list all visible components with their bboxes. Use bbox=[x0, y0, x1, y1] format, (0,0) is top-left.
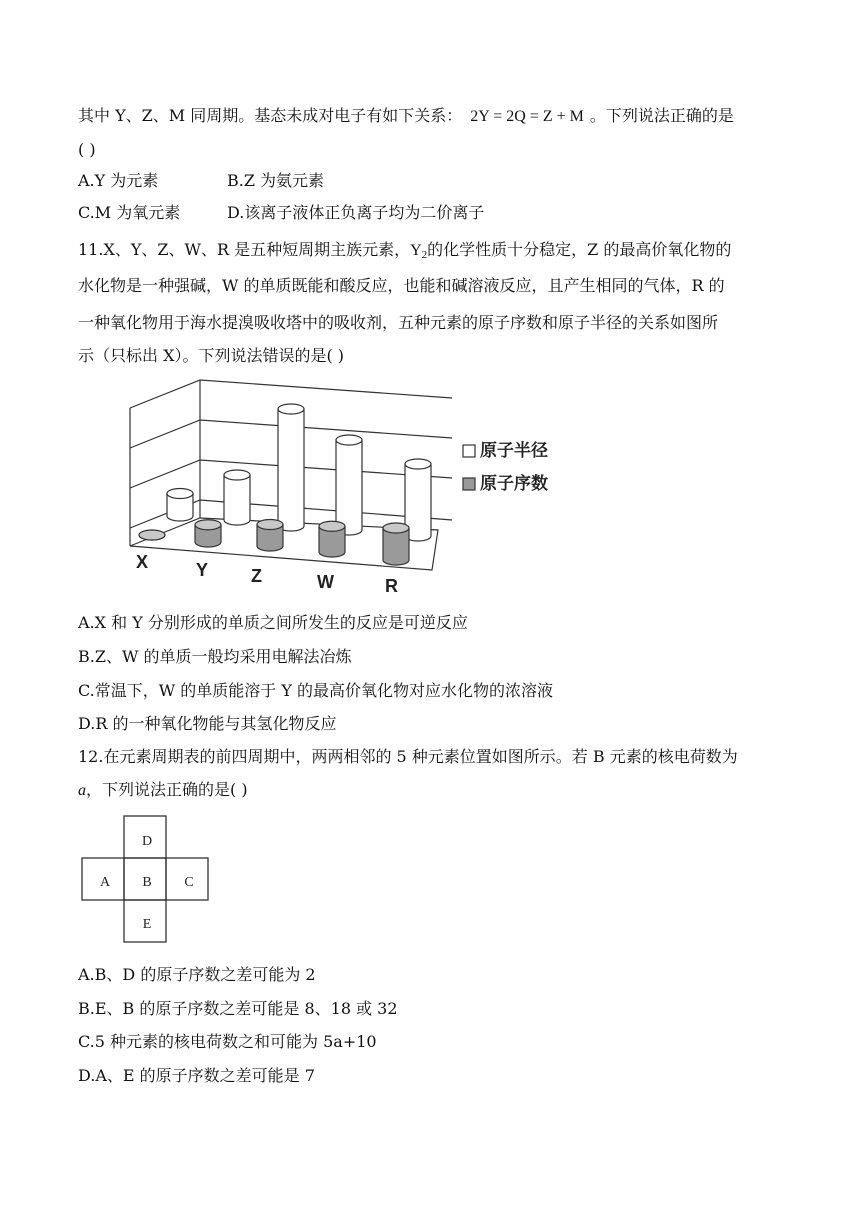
x-label-w: W bbox=[317, 572, 334, 592]
periodic-cross-grid bbox=[80, 812, 220, 946]
number-bar-z-top bbox=[257, 520, 283, 530]
x-label-x: X bbox=[136, 552, 149, 572]
radius-bar-z-top bbox=[278, 404, 304, 414]
q11-option-a: A.X 和 Y 分别形成的单质之间所发生的反应是可逆反应 bbox=[78, 613, 468, 632]
q11-y2-sub: 2 bbox=[421, 249, 428, 261]
number-bar-w bbox=[319, 521, 345, 557]
x-label-z: Z bbox=[251, 566, 262, 586]
q10-equation: 2Y = 2Q = Z + M bbox=[470, 108, 584, 125]
q12-stem-line-2 bbox=[78, 780, 248, 801]
x-label-r: R bbox=[385, 576, 398, 596]
q11-y2-formula bbox=[410, 242, 427, 259]
q10-option-d: D.该离子液体正负离子均为二价离子 bbox=[227, 203, 485, 222]
q10-stem-text: 其中 Y、Z、M 同周期。基态未成对电子有如下关系： bbox=[78, 106, 463, 125]
q10-option-a: A.Y 为元素 bbox=[78, 171, 159, 190]
q11-stem-line-2: 水化物是一种强碱，W 的单质既能和酸反应，也能和碱溶液反应，且产生相同的气体，R 的 bbox=[78, 276, 725, 295]
radius-bar-x bbox=[167, 489, 193, 522]
radius-bar-w bbox=[336, 435, 362, 535]
legend-swatch-radius bbox=[463, 445, 475, 457]
q11-y2-base: Y bbox=[410, 242, 422, 259]
q10-stem-tail: 。下列说法正确的是 bbox=[589, 106, 734, 125]
chart-x-labels bbox=[136, 552, 398, 596]
q11-option-b: B.Z、W 的单质一般均采用电解法冶炼 bbox=[78, 647, 352, 666]
q10-option-b: B.Z 为氨元素 bbox=[227, 171, 325, 190]
number-bar-x bbox=[139, 530, 165, 540]
radius-bar-r-top bbox=[405, 459, 431, 469]
chart-legend bbox=[463, 440, 548, 494]
number-bar-r bbox=[383, 523, 409, 565]
legend-swatch-number bbox=[463, 478, 475, 490]
number-bar-y-top bbox=[195, 520, 221, 530]
q10-answer-paren: ( ) bbox=[78, 140, 96, 159]
chart-bars bbox=[139, 404, 431, 565]
legend-label-radius: 原子半径 bbox=[480, 441, 548, 461]
number-bar-r-top bbox=[383, 523, 409, 533]
q11-stem-line-4: 示（只标出 X）。下列说法错误的是( ) bbox=[78, 346, 345, 365]
grid-label-c: C bbox=[184, 875, 194, 890]
x-label-y: Y bbox=[196, 560, 209, 580]
q11-stem-tail: 的化学性质十分稳定，Z 的最高价氧化物的 bbox=[427, 240, 732, 259]
q11-stem-line-3: 一种氧化物用于海水提溴吸收塔中的吸收剂，五种元素的原子序数和原子半径的关系如图所 bbox=[78, 313, 719, 332]
q12-stem-line-1: 12.在元素周期表的前四周期中，两两相邻的 5 种元素位置如图所示。若 B 元素的核电荷数为 bbox=[78, 747, 738, 766]
radius-bar-x-top bbox=[167, 489, 193, 499]
radius-bar-z bbox=[278, 404, 304, 531]
q12-stem-tail: ，下列说法正确的是( ) bbox=[86, 780, 248, 799]
q12-var-a: a bbox=[78, 782, 86, 799]
q12-option-a: A.B、D 的原子序数之差可能为 2 bbox=[78, 965, 316, 984]
grid-label-e: E bbox=[142, 917, 152, 932]
number-bar-x-top bbox=[139, 530, 165, 540]
number-bar-y bbox=[195, 520, 221, 547]
q11-stem-text: 11.X、Y、Z、W、R 是五种短周期主族元素， bbox=[78, 240, 411, 259]
q12-option-d: D.A、E 的原子序数之差可能是 7 bbox=[78, 1066, 315, 1085]
legend-label-number: 原子序数 bbox=[480, 474, 548, 494]
number-bar-z bbox=[257, 520, 283, 552]
q10-option-row-2 bbox=[78, 203, 485, 223]
radius-bar-y bbox=[224, 470, 250, 525]
radius-bar-z-body bbox=[278, 409, 304, 531]
grid-label-b: B bbox=[142, 875, 152, 890]
grid-label-a: A bbox=[99, 875, 111, 890]
q11-option-d: D.R 的一种氧化物能与其氢化物反应 bbox=[78, 714, 337, 733]
radius-bar-y-body bbox=[224, 475, 250, 525]
q10-option-c: C.M 为氧元素 bbox=[78, 203, 181, 222]
q10-option-row-1 bbox=[78, 171, 325, 191]
q12-option-b: B.E、B 的原子序数之差可能是 8、18 或 32 bbox=[78, 999, 398, 1018]
number-bar-w-top bbox=[319, 521, 345, 531]
q12-option-c: C.5 种元素的核电荷数之和可能为 5a+10 bbox=[78, 1032, 377, 1051]
q10-stem-line bbox=[78, 106, 734, 127]
atomic-chart bbox=[100, 370, 580, 602]
radius-bar-y-top bbox=[224, 470, 250, 480]
radius-bar-w-top bbox=[336, 435, 362, 445]
grid-label-d: D bbox=[141, 834, 153, 849]
q11-stem-line-1 bbox=[78, 240, 731, 265]
radius-bar-w-body bbox=[336, 440, 362, 535]
q11-option-c: C.常温下，W 的单质能溶于 Y 的最高价氧化物对应水化物的浓溶液 bbox=[78, 681, 554, 700]
